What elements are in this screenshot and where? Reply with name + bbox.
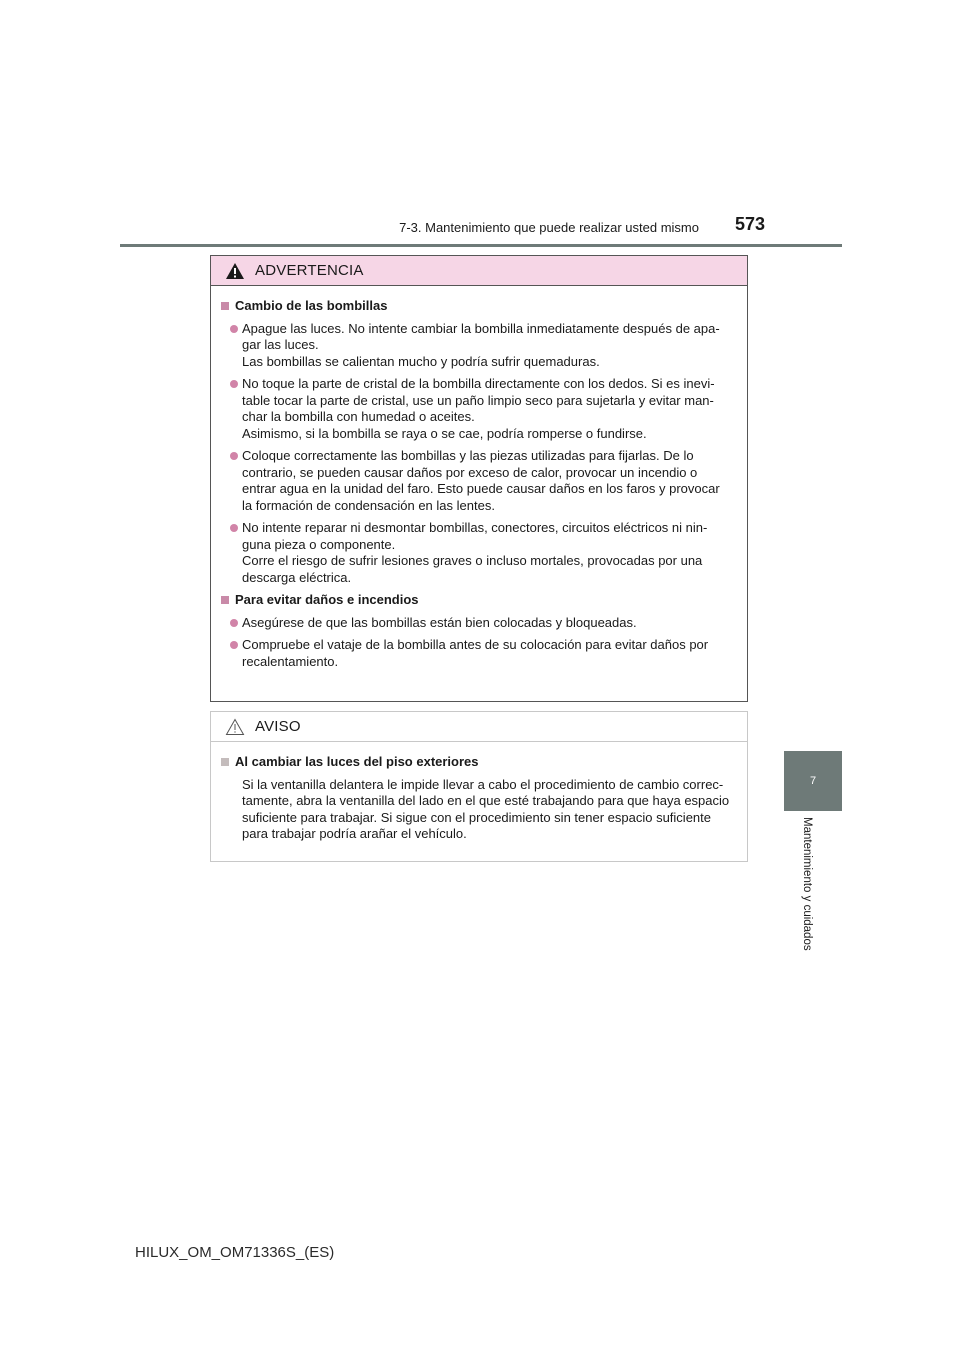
dot-bullet-icon bbox=[230, 452, 238, 460]
dot-bullet-icon bbox=[230, 641, 238, 649]
item-line: Coloque correctamente las bombillas y las piezas utilizadas para fijarlas. De lo bbox=[242, 448, 694, 463]
warning-box-title: ADVERTENCIA bbox=[255, 262, 364, 279]
section-title-text: Para evitar daños e incendios bbox=[235, 592, 419, 607]
item-line: char la bombilla con humedad o aceites. bbox=[242, 409, 475, 424]
header-divider bbox=[120, 244, 842, 247]
warning-box-header bbox=[211, 256, 747, 286]
item-line: No toque la parte de cristal de la bombilla directamente con los dedos. Si es inevi- bbox=[242, 376, 715, 391]
warning-triangle-icon bbox=[225, 262, 245, 280]
notice-box-header bbox=[211, 712, 747, 742]
chapter-number: 7 bbox=[809, 775, 817, 787]
square-bullet-icon bbox=[221, 758, 229, 766]
item-line: Apague las luces. No intente cambiar la bombilla inmediatamente después de apa- bbox=[242, 320, 720, 336]
list-item bbox=[221, 520, 739, 586]
item-line: descarga eléctrica. bbox=[242, 569, 352, 585]
notice-section-title bbox=[221, 754, 739, 771]
item-line: table tocar la parte de cristal, use un paño limpio seco para sujetarla y evitar man- bbox=[242, 392, 714, 408]
notice-box-title: AVISO bbox=[255, 718, 301, 735]
item-line: No intente reparar ni desmontar bombillas, conectores, circuitos eléctricos ni nin- bbox=[242, 520, 708, 535]
section-header-title: 7-3. Mantenimiento que puede realizar usted mismo bbox=[399, 220, 699, 235]
item-line: Asegúrese de que las bombillas están bien colocadas y bloqueadas. bbox=[242, 614, 637, 630]
square-bullet-icon bbox=[221, 596, 229, 604]
page-number: 573 bbox=[735, 214, 766, 234]
notice-box bbox=[210, 711, 748, 862]
caution-triangle-icon bbox=[225, 718, 245, 736]
document-id: HILUX_OM_OM71336S_(ES) bbox=[135, 1244, 335, 1261]
list-item bbox=[221, 637, 739, 670]
item-line: recalentamiento. bbox=[242, 653, 339, 669]
section-title-text: Cambio de las bombillas bbox=[235, 298, 388, 313]
section-title-text: Al cambiar las luces del piso exteriores bbox=[235, 754, 479, 769]
notice-box-body bbox=[211, 742, 747, 843]
para-line: Si la ventanilla delantera le impide llevar a cabo el procedimiento de cambio correc- bbox=[242, 776, 724, 792]
warning-box bbox=[210, 255, 748, 702]
notice-paragraph bbox=[221, 777, 739, 843]
list-item bbox=[221, 615, 739, 632]
square-bullet-icon bbox=[221, 302, 229, 310]
item-line: guna pieza o componente. bbox=[242, 536, 396, 552]
list-item bbox=[221, 448, 739, 514]
item-line: contrario, se pueden causar daños por exceso de calor, provocar un incendio o bbox=[242, 464, 698, 480]
item-line: Las bombillas se calientan mucho y podría sufrir quemaduras. bbox=[242, 353, 600, 369]
warning-section-title bbox=[221, 298, 739, 315]
chapter-side-label: Mantenimiento y cuidados bbox=[801, 817, 813, 951]
item-line: Corre el riesgo de sufrir lesiones graves o incluso mortales, provocadas por una bbox=[242, 553, 703, 568]
list-item bbox=[221, 321, 739, 371]
para-line: suficiente para trabajar. Si sigue con el procedimiento sin tener espacio suficiente bbox=[242, 809, 711, 825]
list-item bbox=[221, 376, 739, 442]
dot-bullet-icon bbox=[230, 524, 238, 532]
para-line: tamente, abra la ventanilla del lado en el que esté trabajando para que haya espacio bbox=[242, 793, 730, 808]
chapter-tab bbox=[784, 751, 842, 811]
dot-bullet-icon bbox=[230, 619, 238, 627]
dot-bullet-icon bbox=[230, 380, 238, 388]
item-line: Compruebe el vataje de la bombilla antes de su colocación para evitar daños por bbox=[242, 637, 709, 652]
warning-section-title bbox=[221, 592, 739, 609]
item-line: Asimismo, si la bombilla se raya o se cae, podría romperse o fundirse. bbox=[242, 425, 647, 441]
item-line: gar las luces. bbox=[242, 337, 319, 352]
item-line: la formación de condensación en las lentes. bbox=[242, 497, 495, 513]
item-line: entrar agua en la unidad del faro. Esto puede causar daños en los faros y provocar bbox=[242, 481, 720, 496]
para-line: para trabajar podría arañar el vehículo. bbox=[242, 826, 467, 841]
dot-bullet-icon bbox=[230, 325, 238, 333]
warning-box-body bbox=[211, 286, 747, 670]
